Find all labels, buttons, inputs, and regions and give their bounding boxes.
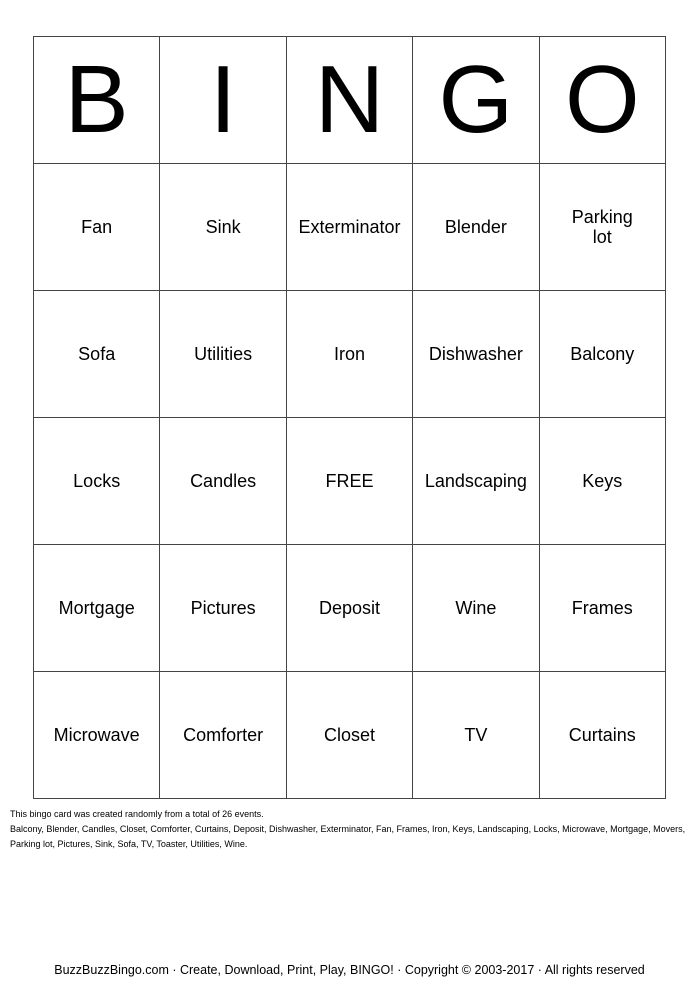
bingo-cell: Curtains: [539, 672, 665, 799]
bingo-cell: Landscaping: [413, 418, 539, 545]
bingo-cell: Pictures: [160, 545, 286, 672]
bingo-cell: Candles: [160, 418, 286, 545]
header-letter-i: I: [160, 37, 286, 164]
free-space-cell: FREE: [286, 418, 412, 545]
bingo-cell: Frames: [539, 545, 665, 672]
bingo-cell: Wine: [413, 545, 539, 672]
bingo-row-5: [34, 672, 666, 799]
bingo-row-1: [34, 164, 666, 291]
bingo-cell: Blender: [413, 164, 539, 291]
bingo-cell: Fan: [34, 164, 160, 291]
bingo-cell: Iron: [286, 291, 412, 418]
bingo-cell: Comforter: [160, 672, 286, 799]
header-letter-g: G: [413, 37, 539, 164]
bingo-cell: Closet: [286, 672, 412, 799]
header-letter-o: O: [539, 37, 665, 164]
bingo-header-row: [34, 37, 666, 164]
bingo-cell: Keys: [539, 418, 665, 545]
bingo-row-4: [34, 545, 666, 672]
page-footer: BuzzBuzzBingo.com · Create, Download, Print, Play, BINGO! · Copyright © 2003-2017 · All rights reserved: [54, 963, 645, 977]
bingo-cell: Locks: [34, 418, 160, 545]
card-info: [10, 807, 695, 852]
header-letter-b: B: [34, 37, 160, 164]
bingo-card: [33, 36, 666, 799]
bingo-cell: Dishwasher: [413, 291, 539, 418]
header-letter-n: N: [286, 37, 412, 164]
bingo-cell: Utilities: [160, 291, 286, 418]
bingo-cell: TV: [413, 672, 539, 799]
bingo-cell: Sofa: [34, 291, 160, 418]
bingo-cell-text: Parking lot: [571, 207, 633, 247]
bingo-cell: Sink: [160, 164, 286, 291]
bingo-row-3: [34, 418, 666, 545]
bingo-cell: Deposit: [286, 545, 412, 672]
bingo-cell: Exterminator: [286, 164, 412, 291]
bingo-row-2: [34, 291, 666, 418]
info-summary: This bingo card was created randomly from a total of 26 events.: [10, 809, 264, 819]
bingo-cell: Microwave: [34, 672, 160, 799]
info-event-list: Balcony, Blender, Candles, Closet, Comforter, Curtains, Deposit, Dishwasher, Exterminator, Fan, Frames, Iron, Keys, Landscaping, Locks, Microwave, Mortgage, Movers, Parking lot, Pictures, Sink, Sofa, TV, Toaster, Utilities, Wine.: [10, 824, 686, 849]
bingo-cell: Mortgage: [34, 545, 160, 672]
bingo-cell: [539, 164, 665, 291]
bingo-cell: Balcony: [539, 291, 665, 418]
